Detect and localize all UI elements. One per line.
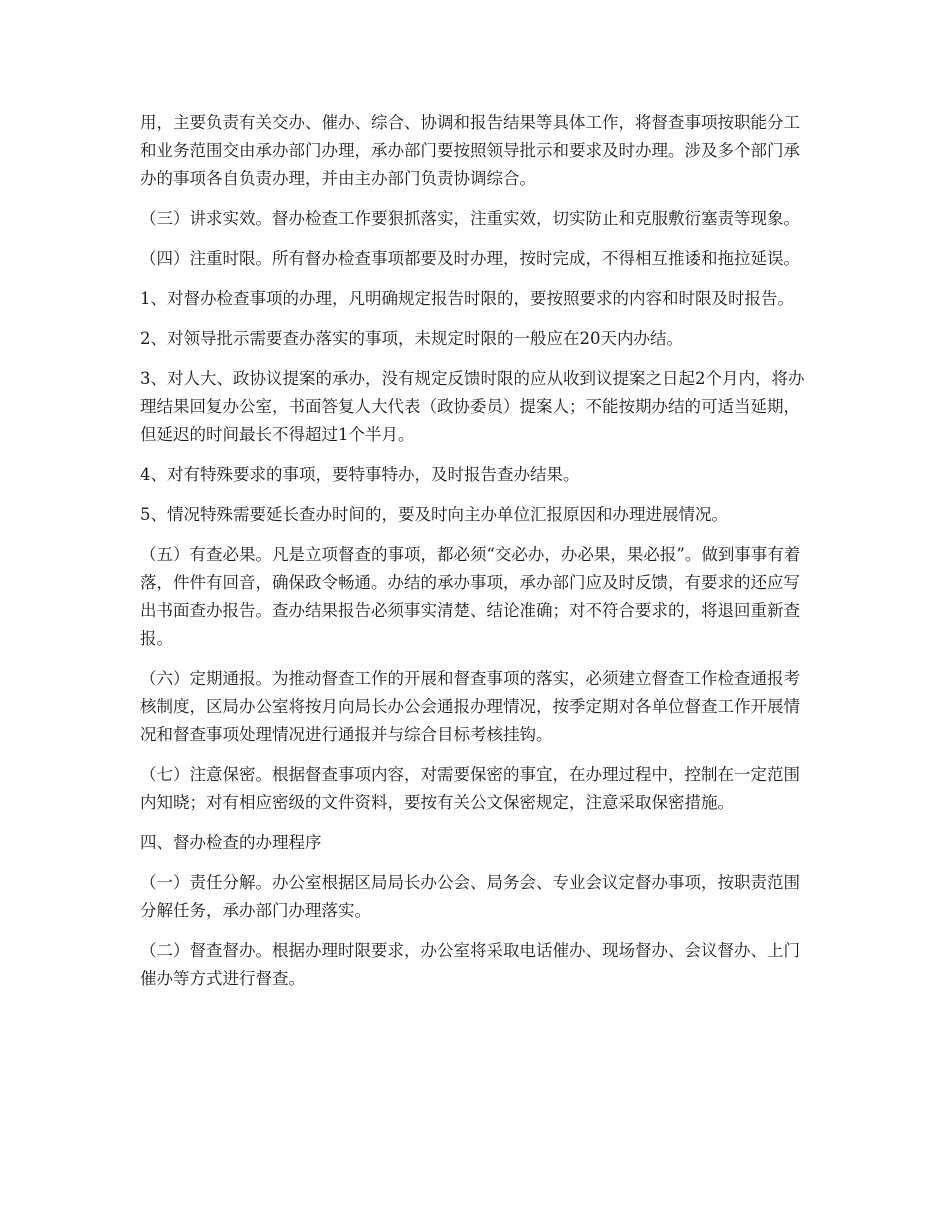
paragraph: （三）讲求实效。督办检查工作要狠抓落实，注重实效，切实防止和克服敷衍塞责等现象。 — [140, 209, 800, 228]
paragraph: （五）有查必果。凡是立项督查的事项，都必须“交必办，办必果，果必报”。做到事事有着落，件件有回音，确保政令畅通。办结的承办事项，承办部门应及时反馈，有要求的还应写出书面查办报告。查办结果报告必须事实清楚、结论准确；对不符合要求的，将退回重新查报。 — [140, 545, 801, 648]
paragraph: （二）督查督办。根据办理时限要求，办公室将采取电话催办、现场督办、会议督办、上门催办等方式进行督查。 — [140, 941, 800, 988]
paragraph: （六）定期通报。为推动督查工作的开展和督查事项的落实，必须建立督查工作检查通报考核制度，区局办公室将按月向局长办公会通报办理情况，按季定期对各单位督查工作开展情况和督查事项处理情况进行通报并与综合目标考核挂钩。 — [140, 669, 800, 744]
paragraph: 用，主要负责有关交办、催办、综合、协调和报告结果等具体工作，将督查事项按职能分工和业务范围交由承办部门办理，承办部门要按照领导批示和要求及时办理。涉及多个部门承办的事项各自负责办理，并由主办部门负责协调综合。 — [140, 113, 800, 188]
list-item: 2、对领导批示需要查办落实的事项，未规定时限的一般应在20天内办结。 — [140, 329, 683, 348]
section-heading: 四、督办检查的办理程序 — [140, 833, 322, 852]
list-item: 4、对有特殊要求的事项，要特事特办，及时报告查办结果。 — [140, 465, 580, 484]
list-item: 3、对人大、政协议提案的承办，没有规定反馈时限的应从收到议提案之日起2个月内，将办理结果回复办公室，书面答复人大代表（政协委员）提案人；不能按期办结的可适当延期，但延迟的时间最长不得超过1个半月。 — [140, 369, 805, 444]
list-item: 1、对督办检查事项的办理，凡明确规定报告时限的，要按照要求的内容和时限及时报告。 — [140, 289, 794, 308]
paragraph: （四）注重时限。所有督办检查事项都要及时办理，按时完成，不得相互推诿和拖拉延误。 — [140, 249, 800, 268]
paragraph: （七）注意保密。根据督查事项内容，对需要保密的事宜，在办理过程中，控制在一定范围内知晓；对有相应密级的文件资料，要按有关公文保密规定，注意采取保密措施。 — [140, 765, 800, 812]
paragraph: （一）责任分解。办公室根据区局局长办公会、局务会、专业会议定督办事项，按职责范围分解任务，承办部门办理落实。 — [140, 873, 800, 920]
list-item: 5、情况特殊需要延长查办时间的，要及时向主办单位汇报原因和办理进展情况。 — [140, 505, 728, 524]
document-body — [140, 109, 812, 1005]
